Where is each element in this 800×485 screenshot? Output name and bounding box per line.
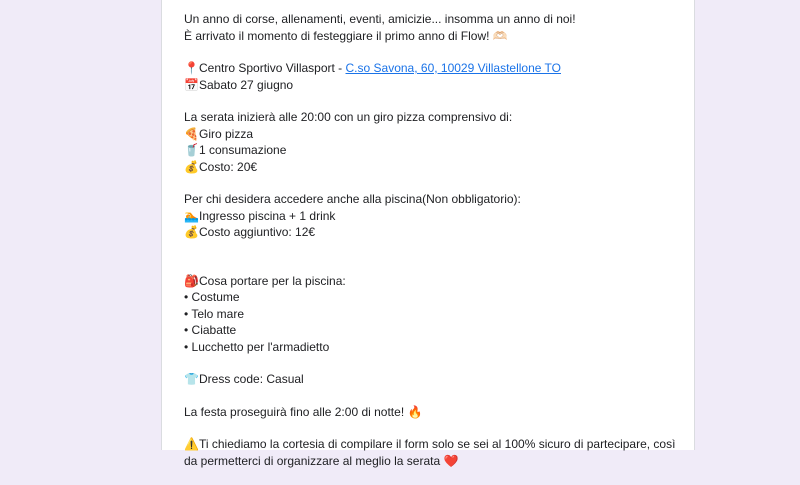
address-link[interactable]: C.so Savona, 60, 10029 Villastellone TO: [345, 61, 561, 75]
list-item: • Lucchetto per l'armadietto: [184, 339, 330, 354]
pool-cost: [184, 224, 684, 241]
pin-icon: 📍: [184, 61, 199, 75]
pool-item-label: Ingresso piscina + 1 drink: [199, 208, 336, 223]
warning-icon: ⚠️: [184, 437, 199, 451]
pool-intro: Per chi desidera accedere anche alla piscina(Non obbligatorio):: [184, 192, 521, 206]
pizza-item-label: Giro pizza: [199, 126, 254, 141]
pool-cost-label: Costo aggiuntivo: 12€: [199, 225, 316, 239]
intro-line-2: È arrivato il momento di festeggiare il primo anno di Flow! 🫶🏻: [184, 28, 508, 43]
dress-code: [184, 371, 684, 388]
pizza-icon: 🍕: [184, 126, 199, 141]
drink-item-label: 1 consumazione: [199, 143, 287, 157]
location-line: [184, 60, 684, 77]
bring-title-label: Cosa portare per la piscina:: [199, 273, 346, 288]
money-bag-icon: 💰: [184, 225, 199, 239]
event-date: Sabato 27 giugno: [199, 77, 294, 92]
bring-title: [184, 273, 684, 290]
intro-line-1: Un anno di corse, allenamenti, eventi, amicizie... insomma un anno di noi!: [184, 12, 576, 26]
note: [184, 436, 684, 469]
backpack-icon: 🎒: [184, 273, 199, 288]
dress-code-label: Dress code: Casual: [199, 372, 304, 386]
pizza-cost-label: Costo: 20€: [199, 159, 258, 174]
pizza-item: [184, 126, 684, 143]
calendar-icon: 📅: [184, 77, 199, 92]
swimmer-icon: 🏊: [184, 208, 199, 223]
date-line: [184, 77, 684, 94]
heart-icon: ❤️: [443, 453, 459, 468]
list-item: • Costume: [184, 290, 240, 304]
list-item: • Telo mare: [184, 306, 245, 321]
pizza-cost: [184, 159, 684, 176]
end-time: [184, 404, 684, 421]
end-time-label: La festa proseguirà fino alle 2:00 di notte!: [184, 404, 408, 419]
pizza-intro: La serata inizierà alle 20:00 con un giro pizza comprensivo di:: [184, 110, 513, 124]
form-description: [184, 11, 684, 485]
fire-icon: 🔥: [407, 404, 423, 419]
pool-item: [184, 208, 684, 225]
cup-icon: 🥤: [184, 143, 199, 157]
list-item: • Ciabatte: [184, 323, 237, 337]
note-text: Ti chiediamo la cortesia di compilare il form solo se sei al 100% sicuro di partecipare, così da permetterci di organizzare al meglio la serata: [184, 437, 676, 468]
form-description-card: [161, 0, 695, 468]
drink-item: [184, 142, 684, 159]
shirt-icon: 👕: [184, 372, 199, 386]
money-bag-icon: 💰: [184, 159, 199, 174]
venue-name: Centro Sportivo Villasport -: [199, 61, 346, 75]
